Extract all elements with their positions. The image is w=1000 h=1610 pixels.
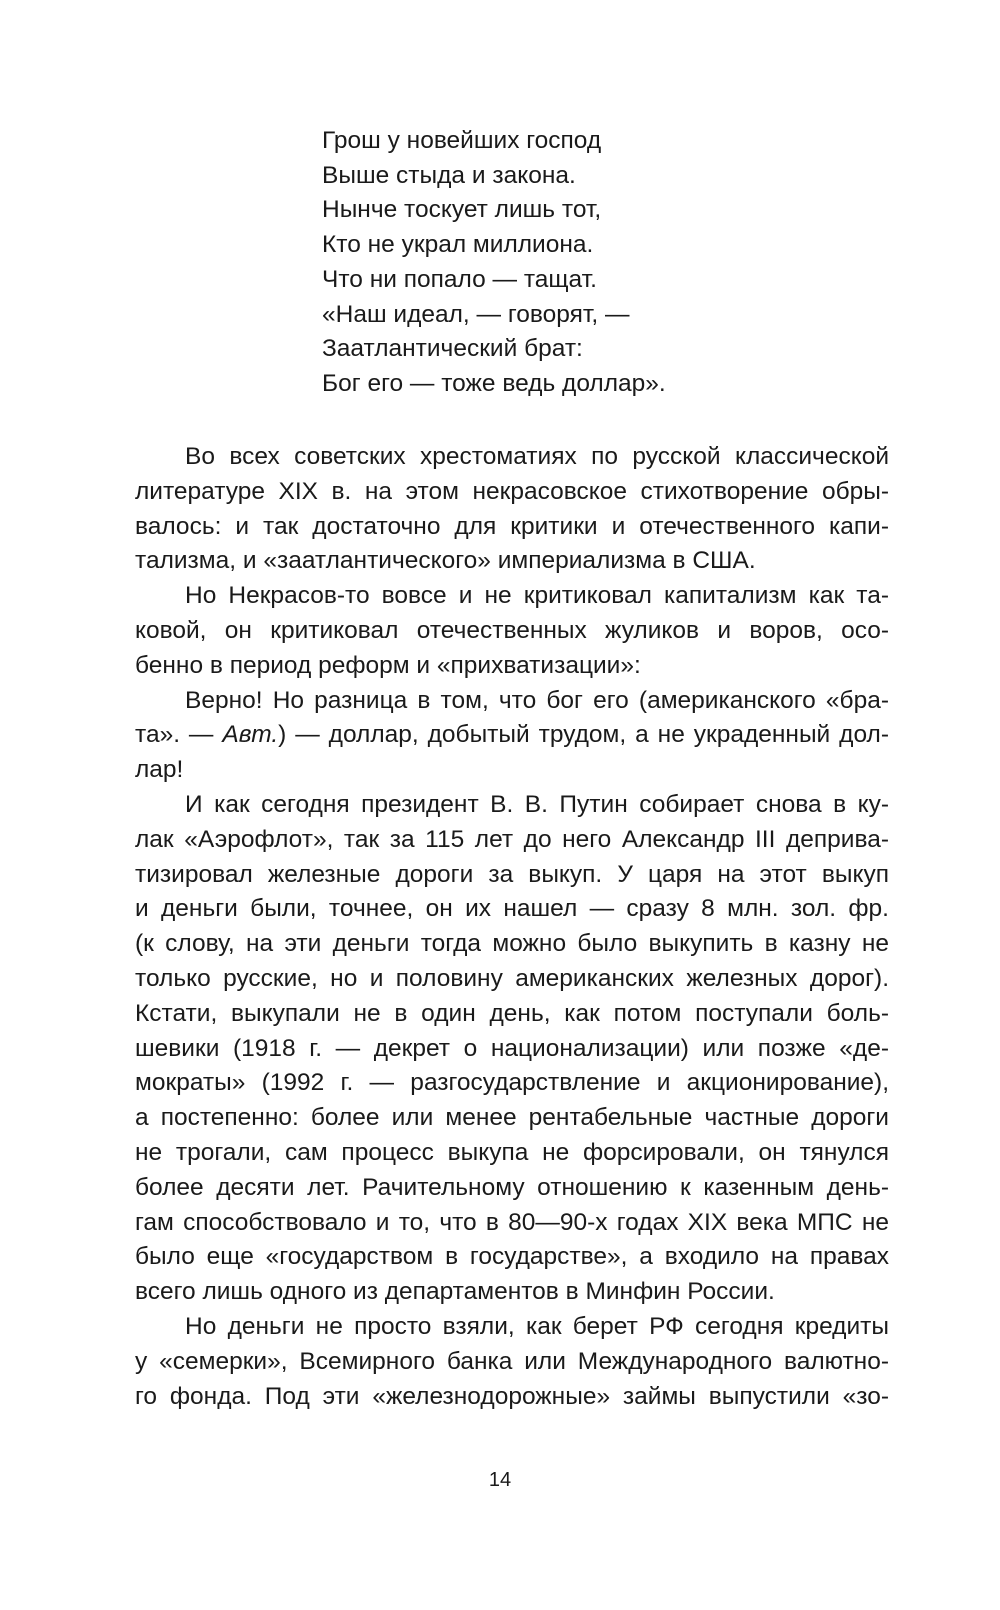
text-line: литературе XIX в. на этом некрасовское стихотворение обры- <box>135 477 889 505</box>
text-line: только русские, но и половину американских железных дорог). <box>135 964 889 992</box>
paragraph-railways <box>135 788 889 1310</box>
poem-line: Выше стыда и закона. <box>322 161 576 189</box>
text-line: гам способствовало и то, что в 80—90-х годах XIX века МПС не <box>135 1208 889 1236</box>
paragraph-textbooks <box>135 440 889 579</box>
paragraph-quote <box>135 684 889 788</box>
poem-line: «Наш идеал, — говорят, — <box>322 300 630 328</box>
text-line: лар! <box>135 756 184 784</box>
text-line: мократы» (1992 г. — разгосударствление и акционирование), <box>135 1069 889 1097</box>
text-line: валось: и так достаточно для критики и отечественного капи- <box>135 512 889 540</box>
text-line: а постепенно: более или менее рентабельные частные дороги <box>135 1104 889 1132</box>
poem-line: Заатлантический брат: <box>322 335 583 363</box>
text-line: всего лишь одного из департаментов в Минфин России. <box>135 1278 775 1306</box>
text-line: Во всех советских хрестоматиях по русской классической <box>185 443 889 470</box>
text-fragment: та». — <box>135 721 223 749</box>
text-line: было еще «государством в государстве», а входило на правах <box>135 1243 889 1271</box>
text-line: у «семерки», Всемирного банка или Международного валютно- <box>135 1347 889 1375</box>
author-note: Авт. <box>222 721 279 749</box>
text-line: ковой, он критиковал отечественных жуликов и воров, осо- <box>135 616 889 644</box>
text-fragment: ) — доллар, добытый трудом, а не украденный дол- <box>278 721 890 749</box>
paragraph-nekrasov <box>135 579 889 683</box>
text-line: не трогали, сам процесс выкупа не форсировали, он тянулся <box>135 1138 889 1166</box>
text-line: бенно в период реформ и «прихватизации»: <box>135 651 641 679</box>
poem-line: Грош у новейших господ <box>322 127 602 154</box>
text-line: лак «Аэрофлот», так за 115 лет до него Александр III деприва- <box>135 825 889 853</box>
text-line: Кстати, выкупали не в один день, как потом поступали боль- <box>135 999 889 1027</box>
text-line: шевики (1918 г. — декрет о национализации) или позже «де- <box>135 1034 889 1062</box>
text-line: И как сегодня президент В. В. Путин собирает снова в ку- <box>185 790 889 818</box>
body-text <box>135 440 889 1414</box>
text-line: Но Некрасов-то вовсе и не критиковал капитализм как та- <box>185 582 889 610</box>
paragraph-loans <box>135 1310 889 1414</box>
poem-stanza <box>322 124 882 402</box>
poem-line: Нынче тоскует лишь тот, <box>322 196 602 224</box>
text-line: и деньги были, точнее, он их нашел — сразу 8 млн. зол. фр. <box>135 895 889 923</box>
text-line: тизировал железные дороги за выкуп. У царя на этот выкуп <box>135 860 889 888</box>
text-line: (к слову, на эти деньги тогда можно было выкупить в казну не <box>135 930 889 958</box>
text-line: тализма, и «заатлантического» империализма в США. <box>135 547 756 575</box>
text-line: более десяти лет. Рачительному отношению к казенным день- <box>135 1173 889 1201</box>
text-line: го фонда. Под эти «железнодорожные» займы выпустили «зо- <box>135 1382 889 1410</box>
text-line <box>135 718 889 753</box>
poem-line: Что ни попало — тащат. <box>322 265 597 293</box>
text-line: Верно! Но разница в том, что бог его (американского «бра- <box>185 686 889 714</box>
text-line: Но деньги не просто взяли, как берет РФ сегодня кредиты <box>185 1312 889 1340</box>
page-number: 14 <box>488 1469 512 1491</box>
poem-line: Бог его — тоже ведь доллар». <box>322 369 666 397</box>
poem-line: Кто не украл миллиона. <box>322 231 594 259</box>
